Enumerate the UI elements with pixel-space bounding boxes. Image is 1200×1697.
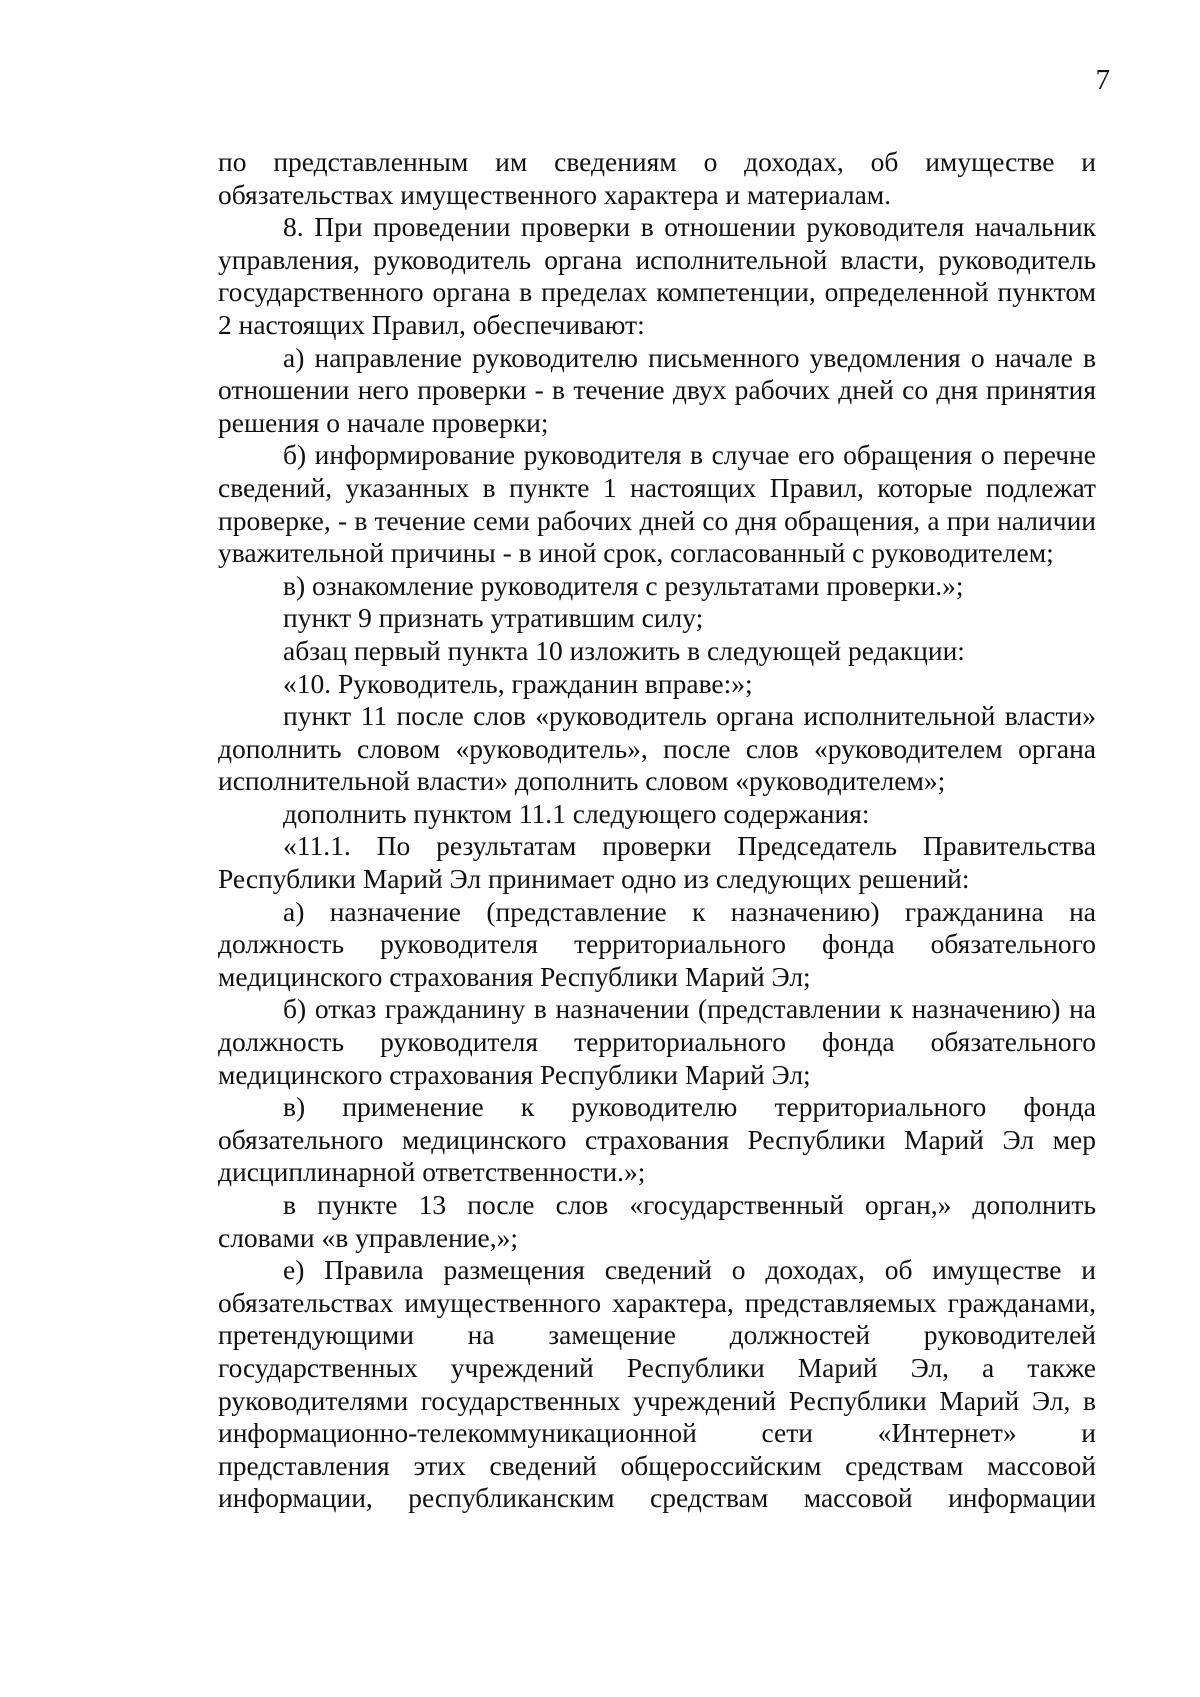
paragraph: 8. При проведении проверки в отношении руководителя начальник управления, руководитель органа исполнительной власти, руководитель государственного органа в пределах компетенции, определенной пунктом 2 настоящих Правил, обеспечивают:	[218, 211, 1096, 340]
paragraph: «11.1. По результатам проверки Председатель Правительства Республики Марий Эл принимает одно из следующих решений:	[218, 830, 1096, 895]
document-body	[218, 146, 1096, 1515]
paragraph: а) назначение (представление к назначению) гражданина на должность руководителя территориального фонда обязательного медицинского страхования Республики Марий Эл;	[218, 895, 1096, 992]
paragraph: пункт 11 после слов «руководитель органа исполнительной власти» дополнить словом «руководитель», после слов «руководителем органа исполнительной власти» дополнить словом «руководителем»;	[218, 700, 1096, 797]
paragraph: в пункте 13 после слов «государственный орган,» дополнить словами «в управление,»;	[218, 1189, 1096, 1253]
paragraph: в) ознакомление руководителя с результатами проверки.»;	[283, 569, 964, 601]
paragraph: в) применение к руководителю территориального фонда обязательного медицинского страхования Республики Марий Эл мер дисциплинарной ответственности.»;	[218, 1091, 1096, 1188]
paragraph: а) направление руководителю письменного уведомления о начале в отношении него проверки - в течение двух рабочих дней со дня принятия решения о начале проверки;	[218, 341, 1096, 438]
page-number: 7	[1095, 64, 1110, 96]
paragraph: б) информирование руководителя в случае его обращения о перечне сведений, указанных в пункте 1 настоящих Правил, которые подлежат проверке, - в течение семи рабочих дней со дня обращения, а при наличии уважительной причины - в иной срок, согласованный с руководителем;	[218, 439, 1096, 569]
paragraph: е) Правила размещения сведений о доходах, об имуществе и обязательствах имущественного характера, представляемых гражданами, претендующими на замещение должностей руководителей государственных учреждений Республики Марий Эл, а также руководителями государственных учреждений Республики Марий Эл, в информационно-телекоммуникационной сети «Интернет» и представления этих сведений общероссийским средствам массовой информации, республиканским средствам массовой информации	[218, 1254, 1096, 1514]
paragraph: пункт 9 признать утратившим силу;	[283, 602, 704, 634]
paragraph: б) отказ гражданину в назначении (представлении к назначению) на должность руководителя территориального фонда обязательного медицинского страхования Республики Марий Эл;	[218, 993, 1096, 1090]
paragraph: дополнить пунктом 11.1 следующего содержания:	[283, 797, 870, 829]
paragraph: по представленным им сведениям о доходах, об имуществе и обязательствах имущественного характера и материалам.	[218, 146, 1096, 210]
paragraph: абзац первый пункта 10 изложить в следующей редакции:	[283, 634, 965, 666]
paragraph: «10. Руководитель, гражданин вправе:»;	[283, 667, 753, 699]
